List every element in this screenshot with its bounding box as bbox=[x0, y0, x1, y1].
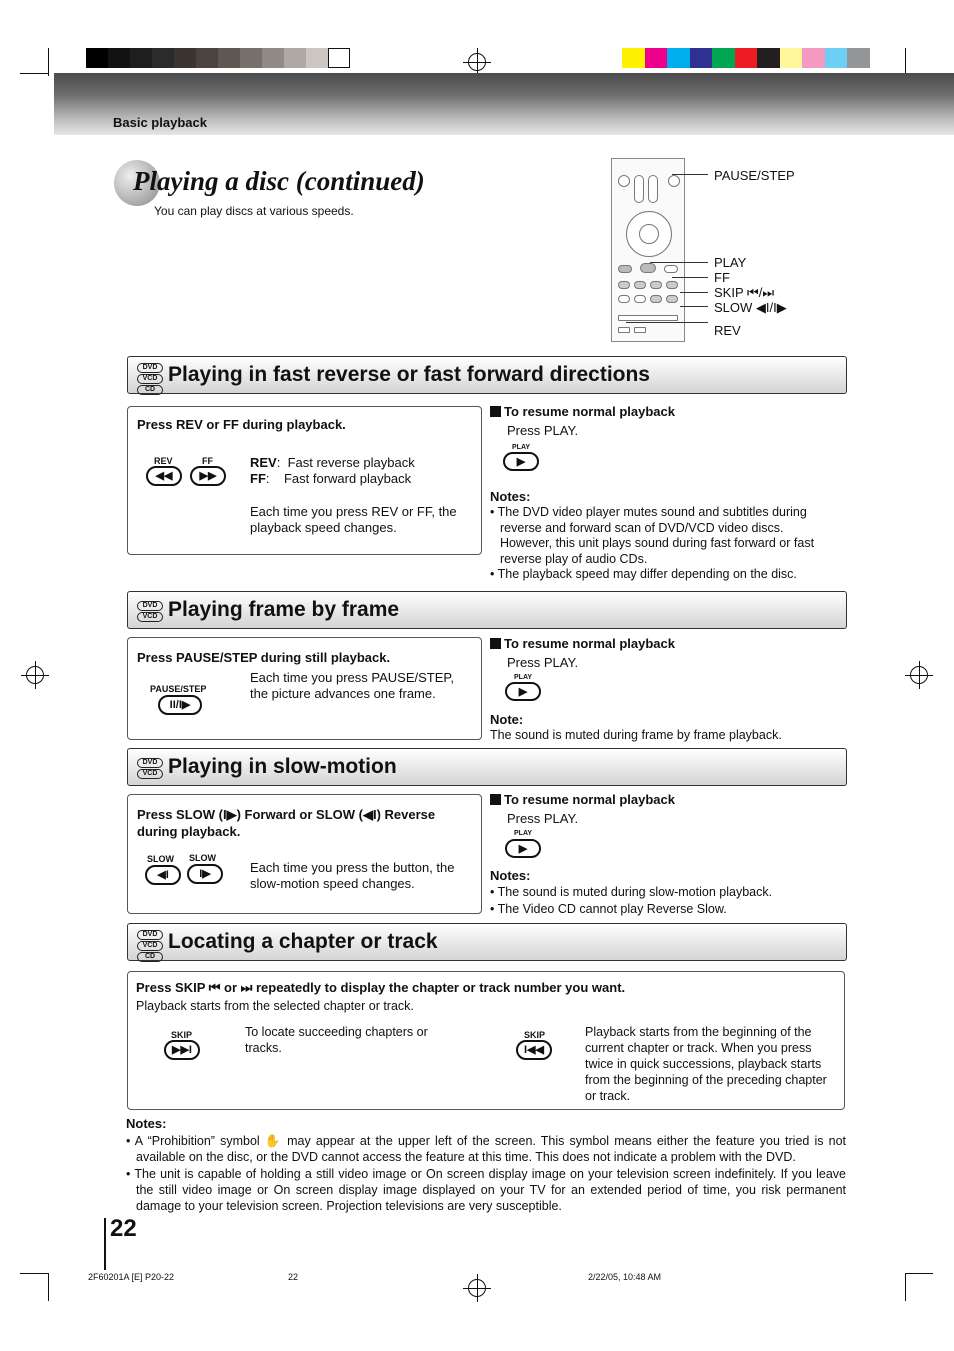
page-title: Playing a disc (continued) bbox=[133, 166, 425, 196]
gray-swatch bbox=[240, 48, 262, 68]
registration-mark bbox=[468, 53, 486, 71]
resume-text: Press PLAY. bbox=[507, 811, 579, 826]
crop-mark bbox=[905, 48, 906, 76]
callout-line bbox=[650, 262, 708, 263]
disc-logos: DVD VCD bbox=[137, 601, 163, 623]
remote-label-pause-step: PAUSE/STEP bbox=[714, 168, 795, 183]
remote-control-diagram bbox=[611, 158, 685, 342]
callout-line bbox=[672, 174, 708, 175]
note-title: Note: bbox=[490, 712, 524, 727]
pause-step-button: II/I▶ bbox=[158, 695, 202, 715]
bullet-square-icon bbox=[490, 794, 501, 805]
button-label: PLAY bbox=[512, 444, 531, 451]
gray-swatch bbox=[328, 48, 350, 68]
section-title: Playing frame by frame bbox=[168, 598, 400, 621]
note-item: • The sound is muted during slow-motion playback. bbox=[490, 885, 773, 899]
footer-notes-title: Notes: bbox=[126, 1116, 167, 1131]
section-title: Playing in fast reverse or fast forward directions bbox=[168, 363, 650, 386]
button-label: SLOW bbox=[147, 854, 174, 864]
gray-swatch bbox=[86, 48, 108, 68]
disc-logos: DVD VCD CD bbox=[137, 930, 163, 963]
page-number: 22 bbox=[110, 1215, 137, 1242]
callout-line bbox=[680, 306, 708, 307]
disc-logos: DVD VCD bbox=[137, 758, 163, 780]
instruction-text: Press PAUSE/STEP during still playback. bbox=[137, 650, 391, 665]
section-header-frame bbox=[127, 591, 847, 629]
page-subtitle: You can play discs at various speeds. bbox=[154, 204, 354, 218]
button-label: SLOW bbox=[189, 853, 216, 863]
skip-prev-desc: Playback starts from the beginning of the current chapter or track. When you press twice in quick successions, playback starts from the beginning of the preceding chapter or track. bbox=[585, 1025, 827, 1103]
footer-note-item: • The unit is capable of holding a still video image or On screen display image on your television screen indefinitely. If you leave the still video image or On screen display image displayed on your TV for an extended period of time, you risk permanent damage to your television screen. Projection televisions are very susceptible. bbox=[126, 1166, 846, 1214]
crop-mark bbox=[20, 1273, 48, 1274]
crop-mark bbox=[48, 1273, 49, 1301]
note-item: • The playback speed may differ depending on the disc. bbox=[490, 567, 797, 581]
gray-swatch bbox=[262, 48, 284, 68]
color-swatch bbox=[622, 48, 645, 68]
footer-notes-list bbox=[126, 1133, 846, 1214]
crop-mark bbox=[20, 73, 48, 74]
section-title: Locating a chapter or track bbox=[168, 930, 438, 953]
callout-line bbox=[680, 292, 708, 293]
resume-text: Press PLAY. bbox=[507, 655, 579, 670]
section-header-fast bbox=[127, 356, 847, 394]
gray-swatch bbox=[108, 48, 130, 68]
button-label: REV bbox=[154, 456, 173, 466]
notes-list bbox=[490, 505, 830, 583]
resume-text: Press PLAY. bbox=[507, 423, 579, 438]
button-label: SKIP bbox=[171, 1030, 193, 1040]
instruction-text: Press REV or FF during playback. bbox=[137, 417, 346, 432]
registration-mark bbox=[910, 666, 928, 684]
gray-swatch bbox=[152, 48, 174, 68]
play-button: ▶ bbox=[505, 839, 541, 858]
notes-list bbox=[490, 884, 830, 918]
registration-mark bbox=[468, 1279, 486, 1297]
registration-mark bbox=[26, 666, 44, 684]
play-button: ▶ bbox=[505, 682, 541, 701]
gray-swatch bbox=[196, 48, 218, 68]
notes-title: Notes: bbox=[490, 489, 531, 504]
remote-label-slow: SLOW ◀I/I▶ bbox=[714, 300, 787, 315]
button-label: PLAY bbox=[514, 830, 533, 837]
color-swatch bbox=[735, 48, 758, 68]
color-swatch bbox=[780, 48, 803, 68]
callout-line bbox=[672, 277, 708, 278]
print-page: 22 bbox=[288, 1272, 299, 1282]
remote-label-ff: FF bbox=[714, 270, 730, 285]
color-swatch bbox=[690, 48, 713, 68]
frame-desc: Each time you press PAUSE/STEP, the picture advances one frame. bbox=[250, 670, 454, 701]
bullet-square-icon bbox=[490, 638, 501, 649]
crop-mark bbox=[905, 1273, 906, 1301]
resume-title: To resume normal playback bbox=[504, 636, 675, 651]
resume-title: To resume normal playback bbox=[504, 792, 675, 807]
slow-forward-button: I▶ bbox=[187, 864, 223, 884]
ff-button: ▶▶ bbox=[190, 466, 226, 486]
ff-term: FF bbox=[250, 471, 266, 486]
bullet-square-icon bbox=[490, 406, 501, 417]
instruction-text: Press SKIP ⏮ or ⏭ repeatedly to display the chapter or track number you want. bbox=[136, 980, 626, 995]
gray-swatch bbox=[218, 48, 240, 68]
each-time-text: Each time you press REV or FF, the playback speed changes. bbox=[250, 504, 457, 535]
notes-title: Notes: bbox=[490, 868, 531, 883]
rev-term: REV bbox=[250, 455, 277, 470]
slow-desc: Each time you press the button, the slow-motion speed changes. bbox=[250, 860, 455, 891]
rev-desc: Fast reverse playback bbox=[287, 455, 415, 470]
button-label: FF bbox=[202, 456, 213, 466]
remote-label-rev: REV bbox=[714, 323, 741, 338]
resume-title: To resume normal playback bbox=[504, 404, 675, 419]
note-item: • The DVD video player mutes sound and subtitles during reverse and forward scan of DVD/VCD video discs. However, this unit plays sound during fast forward or fast reverse play of audio CDs. bbox=[490, 505, 815, 566]
note-item: • The Video CD cannot play Reverse Slow. bbox=[490, 902, 727, 916]
color-swatch bbox=[847, 48, 870, 68]
instruction-sub: Playback starts from the selected chapter or track. bbox=[136, 999, 414, 1013]
section-header-chapter bbox=[127, 923, 847, 961]
gray-swatch bbox=[174, 48, 196, 68]
remote-label-play: PLAY bbox=[714, 255, 747, 270]
print-code: 2F60201A [E] P20-22 bbox=[88, 1272, 175, 1282]
color-swatch bbox=[825, 48, 848, 68]
slow-reverse-button: ◀I bbox=[145, 865, 181, 885]
instruction-box-fast: Press REV or FF during playback. REV ◀◀ FF ▶▶ REV: Fast reverse playback FF: Fast forward playback Each time you press REV or FF, the playback speed changes. bbox=[127, 406, 482, 555]
color-swatch bbox=[645, 48, 668, 68]
instruction-text: Press SLOW (I▶) Forward or SLOW (◀I) Reverse during playback. bbox=[137, 807, 436, 839]
color-swatch bbox=[667, 48, 690, 68]
print-timestamp: 2/22/05, 10:48 AM bbox=[588, 1272, 662, 1282]
skip-prev-button: I◀◀ bbox=[516, 1040, 552, 1060]
instruction-box-slow bbox=[127, 794, 482, 914]
footer-note-item: • A “Prohibition” symbol ✋ may appear at the upper left of the screen. This symbol means either the feature you tried is not available on the disc, or the DVD cannot access the feature at this time. This does not indicate a problem with the DVD. bbox=[126, 1134, 846, 1165]
button-label: PLAY bbox=[514, 674, 533, 681]
color-swatch bbox=[757, 48, 780, 68]
remote-label-skip: SKIP ⏮/⏭ bbox=[714, 285, 775, 300]
instruction-box-chapter bbox=[127, 971, 845, 1110]
section-label: Basic playback bbox=[113, 115, 207, 130]
section-header-slow bbox=[127, 748, 847, 786]
section-title: Playing in slow-motion bbox=[168, 755, 397, 778]
crop-mark bbox=[905, 1273, 933, 1274]
gray-swatch bbox=[284, 48, 306, 68]
disc-logos: DVD VCD CD bbox=[137, 363, 163, 396]
crop-mark bbox=[48, 48, 49, 76]
play-button: ▶ bbox=[503, 452, 539, 471]
color-swatch bbox=[712, 48, 735, 68]
page-number-rule bbox=[104, 1218, 106, 1270]
rev-button: ◀◀ bbox=[146, 466, 182, 486]
note-text: The sound is muted during frame by frame playback. bbox=[490, 728, 782, 742]
color-swatch bbox=[802, 48, 825, 68]
skip-next-desc: To locate succeeding chapters or tracks. bbox=[245, 1025, 428, 1055]
ff-desc: Fast forward playback bbox=[283, 471, 412, 486]
button-label: SKIP bbox=[524, 1030, 546, 1040]
gray-swatch bbox=[130, 48, 152, 68]
skip-next-button: ▶▶I bbox=[164, 1040, 200, 1060]
instruction-box-frame bbox=[127, 637, 482, 740]
gray-swatch bbox=[306, 48, 328, 68]
callout-line bbox=[626, 322, 708, 323]
button-label: PAUSE/STEP bbox=[150, 684, 207, 694]
